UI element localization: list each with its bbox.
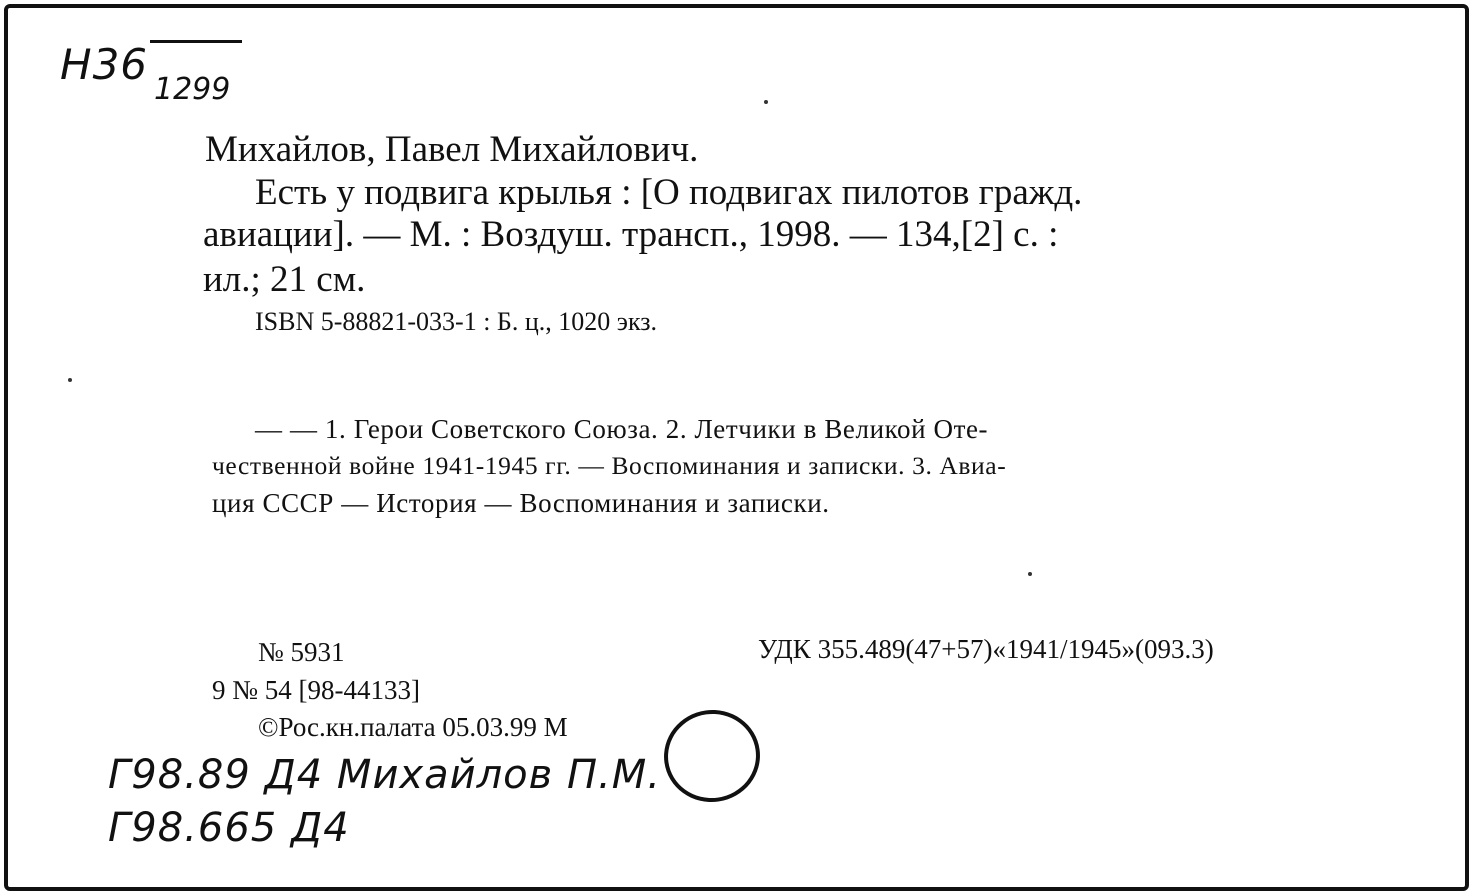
shelf-mark: Н36	[60, 40, 149, 89]
shelf-mark-sub: 1299	[154, 72, 231, 107]
shelf-mark-divider	[150, 40, 242, 43]
subject-line-2: чественной войне 1941-1945 гг. — Воспоминания и записки. 3. Авиа-	[212, 451, 1007, 480]
scan-speck	[68, 378, 72, 382]
scan-speck	[1028, 572, 1032, 576]
handwritten-classification-2: Г98.665 Д4	[108, 805, 350, 851]
subject-line-3: ция СССР — История — Воспоминания и записки.	[212, 488, 830, 518]
book-chamber-line: ©Рос.кн.палата 05.03.99 М	[258, 712, 568, 742]
udk-code: УДК 355.489(47+57)«1941/1945»(093.3)	[758, 634, 1214, 664]
scan-speck	[764, 100, 768, 104]
title-line-3: ил.; 21 см.	[203, 259, 366, 300]
record-number: № 5931	[258, 637, 345, 667]
author-heading: Михайлов, Павел Михайлович.	[205, 129, 699, 170]
title-line-1: Есть у подвига крылья : [О подвигах пилотов гражд.	[255, 172, 1083, 213]
registry-line: 9 № 54 [98-44133]	[212, 675, 420, 705]
isbn-line: ISBN 5-88821-033-1 : Б. ц., 1020 экз.	[255, 307, 657, 336]
handwritten-classification-1: Г98.89 Д4 Михайлов П.М.	[108, 752, 661, 798]
title-line-2: авиации]. — М. : Воздуш. трансп., 1998. — 134,[2] с. :	[203, 214, 1059, 255]
subject-line-1: — — 1. Герои Советского Союза. 2. Летчики в Великой Оте-	[255, 414, 989, 444]
